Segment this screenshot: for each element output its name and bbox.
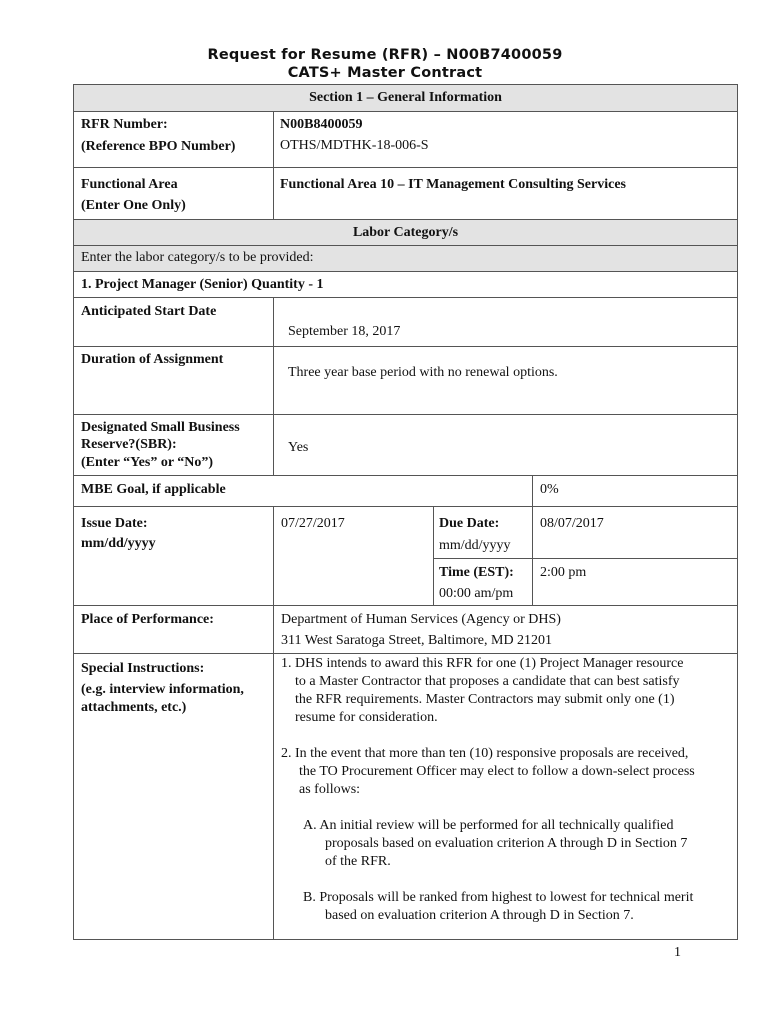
instruction-a-line1: A. An initial review will be performed for all technically qualified — [303, 818, 674, 833]
due-date-label: Due Date: — [439, 516, 500, 531]
instruction-1-line4: resume for consideration. — [295, 710, 438, 725]
sbr-value: Yes — [288, 440, 309, 455]
page-number: 1 — [674, 945, 681, 960]
instruction-b-line1: B. Proposals will be ranked from highest to lowest for technical merit — [303, 890, 694, 905]
instruction-b-line2: based on evaluation criterion A through D in Section 7. — [325, 908, 634, 923]
duration-label: Duration of Assignment — [81, 352, 224, 367]
due-date-format: mm/dd/yyyy — [439, 538, 511, 553]
issue-date-label: Issue Date: — [81, 516, 148, 531]
labor-category-line: 1. Project Manager (Senior) Quantity - 1 — [81, 277, 324, 292]
sbr-label-line1: Designated Small Business — [81, 420, 240, 435]
due-date-value: 08/07/2017 — [540, 516, 604, 531]
functional-area-sublabel: (Enter One Only) — [81, 198, 186, 213]
labor-category-instruction: Enter the labor category/s to be provided: — [81, 250, 314, 265]
duration-value: Three year base period with no renewal options. — [288, 365, 558, 380]
reference-bpo-label: (Reference BPO Number) — [81, 139, 236, 154]
time-value: 2:00 pm — [540, 565, 587, 580]
document-subtitle: CATS+ Master Contract — [287, 65, 483, 81]
functional-area-label: Functional Area — [81, 177, 178, 192]
labor-category-heading: Labor Category/s — [352, 225, 459, 240]
reference-bpo-value: OTHS/MDTHK-18-006-S — [280, 138, 429, 153]
start-date-value: September 18, 2017 — [288, 324, 401, 339]
instruction-1-line2: to a Master Contractor that proposes a candidate that can best satisfy — [295, 674, 680, 689]
instruction-2-line3: as follows: — [299, 782, 361, 797]
special-instructions-label: Special Instructions: — [81, 661, 205, 676]
sbr-label-line3: (Enter “Yes” or “No”) — [81, 455, 214, 470]
instruction-2-line2: the TO Procurement Officer may elect to follow a down-select process — [299, 764, 695, 779]
rfr-number-value: N00B8400059 — [280, 117, 363, 132]
sbr-label-line2: Reserve?(SBR): — [81, 437, 177, 452]
mbe-goal-label: MBE Goal, if applicable — [81, 482, 226, 497]
instruction-a-line3: of the RFR. — [325, 854, 391, 869]
mbe-goal-value: 0% — [540, 482, 559, 497]
rfr-number-label: RFR Number: — [81, 117, 168, 132]
start-date-label: Anticipated Start Date — [81, 304, 217, 319]
functional-area-value: Functional Area 10 – IT Management Consulting Services — [280, 177, 626, 192]
time-format: 00:00 am/pm — [439, 586, 514, 601]
special-instructions-sublabel2: attachments, etc.) — [81, 700, 187, 715]
place-line2: 311 West Saratoga Street, Baltimore, MD 21201 — [281, 633, 553, 648]
instruction-a-line2: proposals based on evaluation criterion A through D in Section 7 — [325, 836, 688, 851]
document-title: Request for Resume (RFR) – N00B7400059 — [207, 47, 563, 63]
time-label: Time (EST): — [439, 565, 514, 580]
special-instructions-sublabel1: (e.g. interview information, — [81, 682, 244, 697]
place-line1: Department of Human Services (Agency or DHS) — [281, 612, 561, 627]
place-of-performance-label: Place of Performance: — [81, 612, 214, 627]
issue-date-format: mm/dd/yyyy — [81, 536, 156, 551]
instruction-2-line1: 2. In the event that more than ten (10) responsive proposals are received, — [281, 746, 689, 761]
section1-heading: Section 1 – General Information — [309, 90, 502, 105]
instruction-1-line3: the RFR requirements. Master Contractors may submit only one (1) — [295, 692, 675, 707]
instruction-1-line1: 1. DHS intends to award this RFR for one (1) Project Manager resource — [281, 656, 684, 671]
issue-date-value: 07/27/2017 — [281, 516, 345, 531]
